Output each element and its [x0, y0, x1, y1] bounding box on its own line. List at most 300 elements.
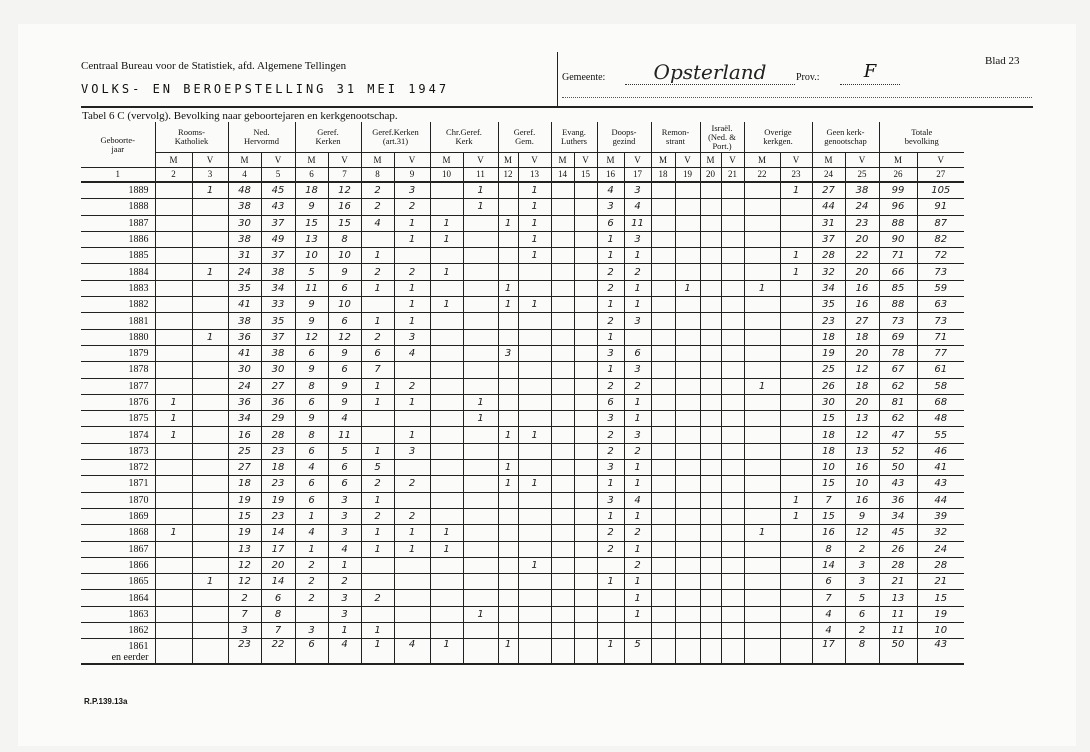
count-cell — [574, 215, 597, 231]
count-cell: 73 — [917, 264, 964, 280]
count-cell — [700, 639, 721, 665]
count-cell: 2 — [361, 329, 394, 345]
count-cell: 1 — [361, 394, 394, 410]
count-cell — [551, 280, 574, 296]
count-cell — [463, 297, 498, 313]
count-cell — [192, 541, 228, 557]
birth-year: 1877 — [81, 378, 155, 394]
sex-header: M — [651, 153, 675, 168]
count-cell: 15 — [917, 590, 964, 606]
count-cell — [744, 623, 780, 639]
count-cell: 1 — [597, 248, 624, 264]
count-cell — [155, 639, 192, 665]
count-cell — [574, 574, 597, 590]
count-cell: 1 — [498, 215, 518, 231]
count-cell: 38 — [261, 345, 295, 361]
count-cell: 2 — [295, 557, 328, 573]
count-cell — [155, 264, 192, 280]
count-cell — [780, 378, 812, 394]
count-cell: 1 — [597, 639, 624, 665]
count-cell — [551, 623, 574, 639]
count-cell — [744, 590, 780, 606]
count-cell: 91 — [917, 199, 964, 215]
count-cell: 37 — [261, 329, 295, 345]
count-cell — [551, 182, 574, 199]
count-cell — [430, 182, 463, 199]
count-cell — [192, 590, 228, 606]
count-cell — [551, 476, 574, 492]
count-cell: 1 — [780, 508, 812, 524]
count-cell — [498, 248, 518, 264]
count-cell: 105 — [917, 182, 964, 199]
count-cell — [574, 476, 597, 492]
count-cell — [498, 557, 518, 573]
count-cell: 43 — [917, 476, 964, 492]
count-cell: 1 — [624, 411, 651, 427]
table-row — [81, 264, 964, 280]
count-cell: 5 — [845, 590, 879, 606]
count-cell: 2 — [394, 199, 430, 215]
column-number: 21 — [721, 168, 744, 183]
count-cell — [700, 411, 721, 427]
count-cell — [780, 574, 812, 590]
count-cell: 1 — [394, 313, 430, 329]
count-cell: 1 — [518, 248, 551, 264]
count-cell — [744, 231, 780, 247]
count-cell: 37 — [261, 215, 295, 231]
birth-year: 1863 — [81, 606, 155, 622]
count-cell — [551, 248, 574, 264]
count-cell: 8 — [261, 606, 295, 622]
count-cell: 1 — [518, 297, 551, 313]
count-cell — [651, 199, 675, 215]
count-cell: 34 — [812, 280, 845, 296]
count-cell: 71 — [917, 329, 964, 345]
count-cell: 6 — [295, 639, 328, 665]
count-cell: 2 — [228, 590, 261, 606]
count-cell — [361, 297, 394, 313]
count-cell: 7 — [261, 623, 295, 639]
count-cell: 31 — [812, 215, 845, 231]
count-cell — [780, 639, 812, 665]
count-cell: 3 — [328, 606, 361, 622]
count-cell — [574, 590, 597, 606]
count-cell: 27 — [261, 378, 295, 394]
count-cell: 1 — [597, 508, 624, 524]
count-cell: 28 — [917, 557, 964, 573]
sex-header: M — [597, 153, 624, 168]
count-cell: 1 — [597, 329, 624, 345]
count-cell: 26 — [879, 541, 917, 557]
count-cell: 2 — [597, 313, 624, 329]
count-cell: 1 — [192, 329, 228, 345]
count-cell — [155, 508, 192, 524]
column-number: 27 — [917, 168, 964, 183]
count-cell — [463, 329, 498, 345]
count-cell: 25 — [228, 443, 261, 459]
count-cell — [394, 623, 430, 639]
count-cell — [551, 394, 574, 410]
count-cell — [192, 297, 228, 313]
count-cell — [394, 492, 430, 508]
count-cell: 23 — [812, 313, 845, 329]
column-number: 1 — [81, 168, 155, 183]
count-cell: 6 — [845, 606, 879, 622]
count-cell — [430, 460, 463, 476]
count-cell: 10 — [917, 623, 964, 639]
count-cell — [700, 525, 721, 541]
count-cell: 45 — [261, 182, 295, 199]
count-cell: 1 — [498, 476, 518, 492]
count-cell — [675, 492, 700, 508]
count-cell: 5 — [624, 639, 651, 665]
count-cell — [721, 590, 744, 606]
count-cell — [651, 362, 675, 378]
count-cell: 2 — [624, 443, 651, 459]
count-cell — [574, 623, 597, 639]
count-cell — [463, 508, 498, 524]
count-cell: 16 — [845, 460, 879, 476]
count-cell — [700, 443, 721, 459]
count-cell: 6 — [295, 394, 328, 410]
count-cell: 18 — [228, 476, 261, 492]
count-cell — [780, 199, 812, 215]
table-row — [81, 280, 964, 296]
count-cell: 1 — [518, 199, 551, 215]
count-cell: 8 — [295, 378, 328, 394]
count-cell: 12 — [328, 182, 361, 199]
count-cell — [721, 280, 744, 296]
count-cell: 17 — [261, 541, 295, 557]
count-cell — [155, 590, 192, 606]
count-cell: 1 — [361, 280, 394, 296]
count-cell — [463, 541, 498, 557]
count-cell: 1 — [463, 411, 498, 427]
count-cell — [192, 280, 228, 296]
count-cell: 34 — [261, 280, 295, 296]
count-cell: 2 — [361, 182, 394, 199]
birth-year: 1873 — [81, 443, 155, 459]
count-cell — [551, 297, 574, 313]
column-number: 12 — [498, 168, 518, 183]
sex-header: V — [328, 153, 361, 168]
count-cell: 1 — [624, 606, 651, 622]
count-cell — [700, 574, 721, 590]
column-number: 14 — [551, 168, 574, 183]
count-cell — [430, 362, 463, 378]
count-cell — [192, 411, 228, 427]
count-cell: 11 — [328, 427, 361, 443]
count-cell — [780, 280, 812, 296]
count-cell: 13 — [295, 231, 328, 247]
count-cell: 12 — [228, 557, 261, 573]
count-cell: 18 — [812, 427, 845, 443]
count-cell — [651, 329, 675, 345]
count-cell — [675, 231, 700, 247]
count-cell: 88 — [879, 297, 917, 313]
count-cell: 15 — [812, 508, 845, 524]
count-cell: 52 — [879, 443, 917, 459]
count-cell: 32 — [917, 525, 964, 541]
count-cell — [651, 525, 675, 541]
count-cell: 1 — [624, 297, 651, 313]
count-cell — [651, 541, 675, 557]
count-cell — [192, 525, 228, 541]
count-cell: 1 — [518, 231, 551, 247]
count-cell — [498, 313, 518, 329]
count-cell — [551, 215, 574, 231]
count-cell: 6 — [597, 394, 624, 410]
column-number: 22 — [744, 168, 780, 183]
count-cell: 16 — [812, 525, 845, 541]
count-cell — [700, 427, 721, 443]
count-cell: 4 — [812, 606, 845, 622]
table-row — [81, 297, 964, 313]
count-cell — [721, 215, 744, 231]
count-cell: 12 — [845, 362, 879, 378]
count-cell: 15 — [812, 411, 845, 427]
count-cell — [651, 623, 675, 639]
group-header: Israël. (Ned. & Port.) — [700, 122, 744, 153]
count-cell: 1 — [155, 411, 192, 427]
count-cell — [721, 557, 744, 573]
count-cell: 1 — [394, 280, 430, 296]
count-cell — [721, 623, 744, 639]
count-cell — [192, 443, 228, 459]
count-cell — [574, 297, 597, 313]
count-cell: 59 — [917, 280, 964, 296]
birth-year: 1878 — [81, 362, 155, 378]
count-cell: 62 — [879, 411, 917, 427]
count-cell — [675, 378, 700, 394]
sex-header: V — [917, 153, 964, 168]
column-number: 11 — [463, 168, 498, 183]
count-cell — [192, 623, 228, 639]
count-cell: 23 — [261, 508, 295, 524]
count-cell — [675, 411, 700, 427]
count-cell — [780, 215, 812, 231]
count-cell — [430, 557, 463, 573]
count-cell: 33 — [261, 297, 295, 313]
birth-year: 1879 — [81, 345, 155, 361]
birth-year: 1872 — [81, 460, 155, 476]
count-cell — [394, 362, 430, 378]
count-cell — [721, 345, 744, 361]
count-cell: 21 — [917, 574, 964, 590]
count-cell: 9 — [328, 345, 361, 361]
count-cell — [744, 427, 780, 443]
birth-year: 1881 — [81, 313, 155, 329]
count-cell — [518, 606, 551, 622]
count-cell — [574, 639, 597, 665]
count-cell: 1 — [430, 525, 463, 541]
count-cell: 18 — [812, 329, 845, 345]
count-cell: 6 — [328, 280, 361, 296]
province-label: Prov.: — [796, 72, 820, 83]
count-cell: 20 — [845, 345, 879, 361]
count-cell: 4 — [295, 460, 328, 476]
count-cell — [780, 557, 812, 573]
group-header: Geen kerk- genootschap — [812, 122, 879, 153]
count-cell: 68 — [917, 394, 964, 410]
count-cell: 6 — [261, 590, 295, 606]
count-cell: 2 — [394, 508, 430, 524]
count-cell — [551, 313, 574, 329]
count-cell: 35 — [228, 280, 261, 296]
count-cell: 58 — [917, 378, 964, 394]
sex-header: V — [624, 153, 651, 168]
count-cell: 24 — [845, 199, 879, 215]
count-cell: 2 — [295, 574, 328, 590]
count-cell — [721, 508, 744, 524]
count-cell — [780, 443, 812, 459]
count-cell: 28 — [879, 557, 917, 573]
count-cell: 8 — [328, 231, 361, 247]
count-cell — [430, 427, 463, 443]
count-cell — [651, 411, 675, 427]
sex-header: M — [812, 153, 845, 168]
count-cell — [675, 639, 700, 665]
count-cell: 1 — [394, 525, 430, 541]
count-cell: 1 — [430, 541, 463, 557]
count-cell — [430, 492, 463, 508]
count-cell: 36 — [261, 394, 295, 410]
count-cell — [192, 557, 228, 573]
group-header: Remon- strant — [651, 122, 700, 153]
count-cell — [463, 525, 498, 541]
count-cell — [498, 394, 518, 410]
count-cell — [498, 329, 518, 345]
table-row — [81, 476, 964, 492]
count-cell: 1 — [518, 476, 551, 492]
count-cell — [744, 639, 780, 665]
count-cell: 27 — [845, 313, 879, 329]
count-cell — [744, 460, 780, 476]
count-cell: 10 — [845, 476, 879, 492]
count-cell: 6 — [295, 476, 328, 492]
count-cell — [744, 492, 780, 508]
count-cell — [518, 508, 551, 524]
count-cell — [192, 476, 228, 492]
count-cell — [551, 199, 574, 215]
count-cell: 35 — [812, 297, 845, 313]
count-cell — [463, 427, 498, 443]
count-cell — [744, 182, 780, 199]
count-cell — [551, 557, 574, 573]
count-cell — [721, 427, 744, 443]
count-cell: 19 — [228, 525, 261, 541]
count-cell — [700, 199, 721, 215]
count-cell — [780, 476, 812, 492]
column-number: 20 — [700, 168, 721, 183]
count-cell: 82 — [917, 231, 964, 247]
count-cell: 78 — [879, 345, 917, 361]
count-cell — [463, 280, 498, 296]
count-cell — [780, 606, 812, 622]
count-cell: 3 — [845, 557, 879, 573]
count-cell: 21 — [879, 574, 917, 590]
count-cell: 1 — [394, 297, 430, 313]
count-cell — [700, 313, 721, 329]
count-cell — [551, 411, 574, 427]
count-cell: 4 — [394, 345, 430, 361]
count-cell: 10 — [328, 297, 361, 313]
count-cell: 77 — [917, 345, 964, 361]
count-cell: 3 — [597, 492, 624, 508]
count-cell: 18 — [845, 378, 879, 394]
count-cell: 81 — [879, 394, 917, 410]
count-cell — [721, 248, 744, 264]
count-cell: 3 — [597, 199, 624, 215]
count-cell — [394, 590, 430, 606]
sex-header: M — [430, 153, 463, 168]
count-cell — [518, 378, 551, 394]
birth-year: 1884 — [81, 264, 155, 280]
count-cell: 1 — [328, 557, 361, 573]
count-cell: 1 — [394, 427, 430, 443]
count-cell — [518, 394, 551, 410]
count-cell — [675, 329, 700, 345]
count-cell — [780, 460, 812, 476]
count-cell — [675, 394, 700, 410]
count-cell: 13 — [845, 411, 879, 427]
count-cell — [744, 362, 780, 378]
count-cell — [551, 329, 574, 345]
count-cell: 50 — [879, 639, 917, 665]
count-cell: 24 — [228, 378, 261, 394]
count-cell — [430, 394, 463, 410]
count-cell: 61 — [917, 362, 964, 378]
sex-header: V — [780, 153, 812, 168]
count-cell: 73 — [917, 313, 964, 329]
count-cell: 35 — [261, 313, 295, 329]
count-cell — [551, 574, 574, 590]
count-cell: 6 — [328, 476, 361, 492]
count-cell — [155, 476, 192, 492]
count-cell — [155, 280, 192, 296]
count-cell: 1 — [597, 362, 624, 378]
count-cell — [463, 623, 498, 639]
count-cell — [721, 411, 744, 427]
count-cell: 7 — [361, 362, 394, 378]
count-cell: 2 — [624, 264, 651, 280]
count-cell — [498, 492, 518, 508]
table-row — [81, 557, 964, 573]
count-cell: 6 — [597, 215, 624, 231]
count-cell: 1 — [394, 394, 430, 410]
count-cell — [721, 362, 744, 378]
count-cell — [675, 427, 700, 443]
count-cell — [721, 297, 744, 313]
column-number: 8 — [361, 168, 394, 183]
birth-year: 1885 — [81, 248, 155, 264]
count-cell — [721, 199, 744, 215]
count-cell: 12 — [328, 329, 361, 345]
count-cell: 99 — [879, 182, 917, 199]
count-cell: 44 — [917, 492, 964, 508]
count-cell: 30 — [228, 215, 261, 231]
count-cell: 1 — [498, 280, 518, 296]
count-cell — [651, 460, 675, 476]
count-cell — [498, 525, 518, 541]
count-cell: 73 — [879, 313, 917, 329]
count-cell: 4 — [295, 525, 328, 541]
count-cell: 3 — [597, 460, 624, 476]
count-cell: 25 — [812, 362, 845, 378]
count-cell — [721, 313, 744, 329]
count-cell: 4 — [597, 182, 624, 199]
count-cell — [624, 329, 651, 345]
